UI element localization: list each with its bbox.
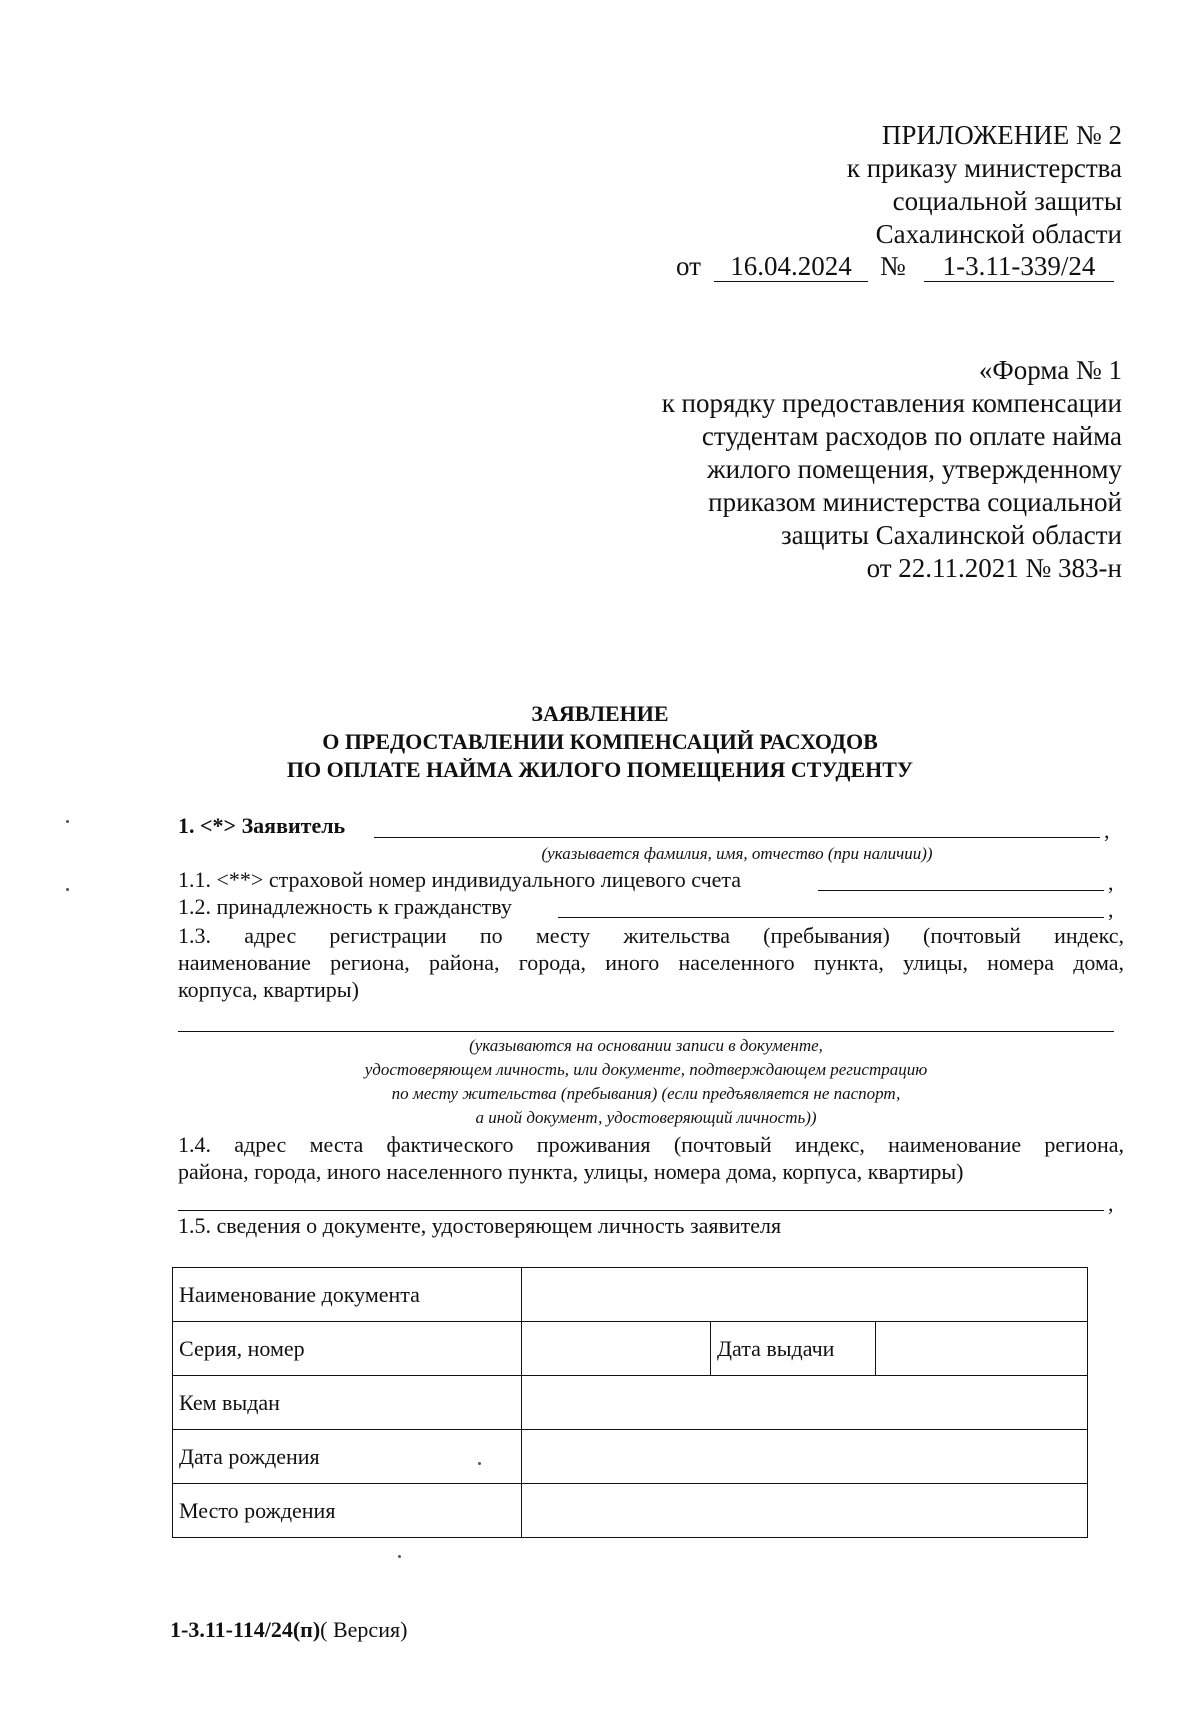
citizenship-field[interactable]: [558, 917, 1104, 918]
form-ref-line: защиты Сахалинской области: [781, 520, 1122, 550]
birth-place-field[interactable]: [522, 1484, 1088, 1538]
applicant-label: 1. <*> Заявитель: [178, 813, 346, 838]
series-number-field[interactable]: [522, 1322, 711, 1376]
footer-code-number: 1-3.11-114/24(п): [170, 1617, 321, 1642]
comma: ,: [1108, 897, 1114, 922]
appendix-line: социальной защиты: [892, 186, 1122, 216]
appendix-title: ПРИЛОЖЕНИЕ № 2: [881, 120, 1122, 150]
table-cell-label: Место рождения: [173, 1484, 522, 1538]
form-ref-line: к порядку предоставления компенсации: [661, 388, 1122, 418]
issue-date-field[interactable]: [876, 1322, 1088, 1376]
table-cell-label: Кем выдан: [173, 1376, 522, 1430]
id-document-table: [172, 1267, 1088, 1538]
registration-address-label: наименование региона, района, города, иного населенного пункта, улицы, номера дома,: [178, 950, 1124, 975]
appendix-line: к приказу министерства: [846, 153, 1122, 183]
scan-speck: [478, 1462, 481, 1465]
applicant-hint: (указывается фамилия, имя, отчество (при наличии)): [541, 844, 933, 863]
document-heading: О ПРЕДОСТАВЛЕНИИ КОМПЕНСАЦИЙ РАСХОДОВ: [322, 729, 878, 754]
decree-date: 16.04.2024: [714, 251, 868, 282]
issued-by-field[interactable]: [522, 1376, 1088, 1430]
form-ref-line: приказом министерства социальной: [708, 487, 1122, 517]
table-cell-label: Дата выдачи: [711, 1322, 876, 1376]
table-row: [173, 1376, 1088, 1430]
scan-speck: [66, 820, 69, 823]
scan-speck: [66, 888, 69, 891]
birth-date-field[interactable]: [522, 1430, 1088, 1484]
decree-number: 1-3.11-339/24: [924, 251, 1114, 282]
snils-label: 1.1. <**> страховой номер индивидуального лицевого счета: [178, 867, 742, 892]
registration-hint: а иной документ, удостоверяющий личность)): [475, 1108, 817, 1127]
footer-code: [170, 1617, 407, 1643]
applicant-name-field[interactable]: [374, 837, 1100, 838]
form-ref-line: от 22.11.2021 № 383-н: [866, 553, 1122, 583]
footer-version: ( Версия): [320, 1617, 408, 1642]
table-cell-label: Дата рождения: [173, 1430, 522, 1484]
registration-hint: удостоверяющем личность, или документе, подтверждающем регистрацию: [364, 1060, 928, 1079]
comma: ,: [1108, 870, 1114, 895]
citizenship-label: 1.2. принадлежность к гражданству: [178, 894, 512, 919]
actual-address-label: района, города, иного населенного пункта, улицы, номера дома, корпуса, квартиры): [178, 1159, 964, 1184]
number-label: №: [880, 251, 906, 281]
snils-field[interactable]: [818, 890, 1104, 891]
form-ref-line: студентам расходов по оплате найма: [701, 421, 1122, 451]
table-cell-label: Серия, номер: [173, 1322, 522, 1376]
from-label: от: [676, 251, 701, 281]
actual-address-field[interactable]: [178, 1210, 1104, 1211]
decree-reference: [676, 251, 1122, 287]
table-row: [173, 1430, 1088, 1484]
registration-hint: по месту жительства (пребывания) (если предъявляется не паспорт,: [391, 1084, 901, 1103]
form-ref-line: жилого помещения, утвержденному: [706, 454, 1122, 484]
table-row: [173, 1268, 1088, 1322]
registration-address-label: корпуса, квартиры): [178, 977, 359, 1002]
registration-hint: (указываются на основании записи в документе,: [469, 1036, 823, 1055]
id-document-label: 1.5. сведения о документе, удостоверяющем личность заявителя: [178, 1213, 782, 1238]
table-row: [173, 1484, 1088, 1538]
table-row: [173, 1322, 1088, 1376]
registration-address-field[interactable]: [178, 1031, 1114, 1032]
document-name-field[interactable]: [522, 1268, 1088, 1322]
comma: ,: [1104, 818, 1110, 843]
appendix-line: Сахалинской области: [875, 219, 1122, 249]
registration-address-label: 1.3. адрес регистрации по месту жительства (пребывания) (почтовый индекс,: [178, 923, 1124, 948]
scan-speck: [398, 1555, 401, 1558]
document-heading: ЗАЯВЛЕНИЕ: [531, 701, 669, 726]
document-heading: ПО ОПЛАТЕ НАЙМА ЖИЛОГО ПОМЕЩЕНИЯ СТУДЕНТУ: [286, 757, 914, 782]
actual-address-label: 1.4. адрес места фактического проживания (почтовый индекс, наименование региона,: [178, 1132, 1124, 1157]
comma: ,: [1108, 1191, 1114, 1216]
form-title: «Форма № 1: [978, 355, 1122, 385]
table-cell-label: Наименование документа: [173, 1268, 522, 1322]
